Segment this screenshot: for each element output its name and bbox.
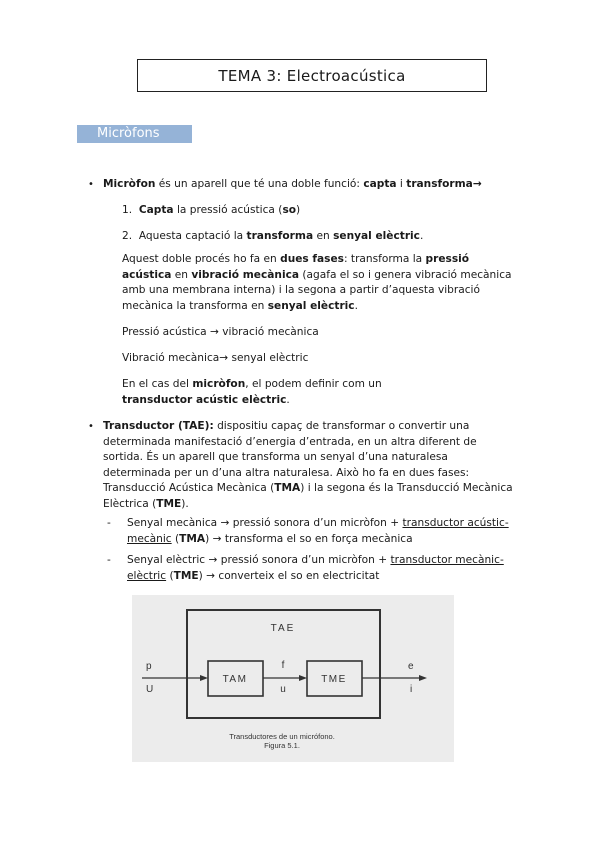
transductor-figure — [132, 595, 454, 762]
input-label-p: p — [146, 661, 152, 672]
microfon-term: Micròfon — [103, 178, 156, 190]
sub-item-tme: Senyal elèctric → pressió sonora d’un micròfon + transductor mecànic-elèctric (TME) → converteix el so en electricitat — [127, 554, 504, 582]
middle-label-f: f — [281, 660, 285, 671]
line-pressio: Pressió acústica → vibració mecànica — [122, 326, 319, 338]
input-arrowhead — [200, 675, 208, 681]
output-arrowhead — [419, 675, 427, 681]
input-label-u: U — [146, 684, 154, 695]
output-label-i: i — [410, 684, 413, 695]
middle-arrowhead — [299, 675, 307, 681]
tme-label: TME — [321, 674, 347, 685]
cas-microfon: En el cas del micròfon, el podem definir com un transductor acústic elèctric. — [122, 378, 382, 406]
output-label-e: e — [408, 661, 414, 672]
transductor-definition: Transductor (TAE): dispositiu capaç de transformar o convertir una determinada manifestació d’energia d’entrada, en un altra diferent de sortida. És un aparell que transforma un senyal d’una naturalesa determinada per un d’una altra naturalesa. Això ho fa en dues fases: Transducció Acústica Mecànica (TMA) i la segona és la Transducció Mecànica Elèctrica (TME). — [103, 420, 513, 510]
page-title: TEMA 3: Electroacústica — [137, 59, 487, 92]
step-1: 1. Capta la pressió acústica (so) — [122, 204, 301, 216]
middle-label-u: u — [280, 684, 286, 695]
step-2: 2. Aquesta captació la transforma en senyal elèctric. — [122, 230, 424, 242]
microfon-definition: Micròfon és un aparell que té una doble funció: capta i transforma→ — [103, 178, 482, 190]
dash-marker: - — [107, 517, 111, 529]
tae-label: TAE — [270, 623, 296, 634]
transductor-term: Transductor (TAE): — [103, 420, 214, 432]
figure-caption: Transductores de un micrófono. — [229, 732, 335, 741]
tam-label: TAM — [222, 674, 248, 685]
bullet-icon: • — [88, 179, 94, 190]
line-vibracio: Vibració mecànica→ senyal elèctric — [122, 352, 309, 364]
sub-item-tma: Senyal mecànica → pressió sonora d’un micròfon + transductor acústic-mecànic (TMA) → transforma el so en força mecànica — [127, 517, 509, 545]
fases-paragraph: Aquest doble procés ho fa en dues fases: transforma la pressió acústica en vibració mecànica (agafa el so i genera vibració mecànica amb una membrana interna) i la segona a partir d’aquesta vibració mecànica la transforma en senyal elèctric. — [122, 253, 512, 312]
dash-marker: - — [107, 554, 111, 566]
figure-number: Figura 5.1. — [264, 741, 300, 750]
transductor-diagram — [132, 595, 454, 762]
section-heading: Micròfons — [77, 125, 192, 143]
bullet-icon: • — [88, 421, 94, 432]
